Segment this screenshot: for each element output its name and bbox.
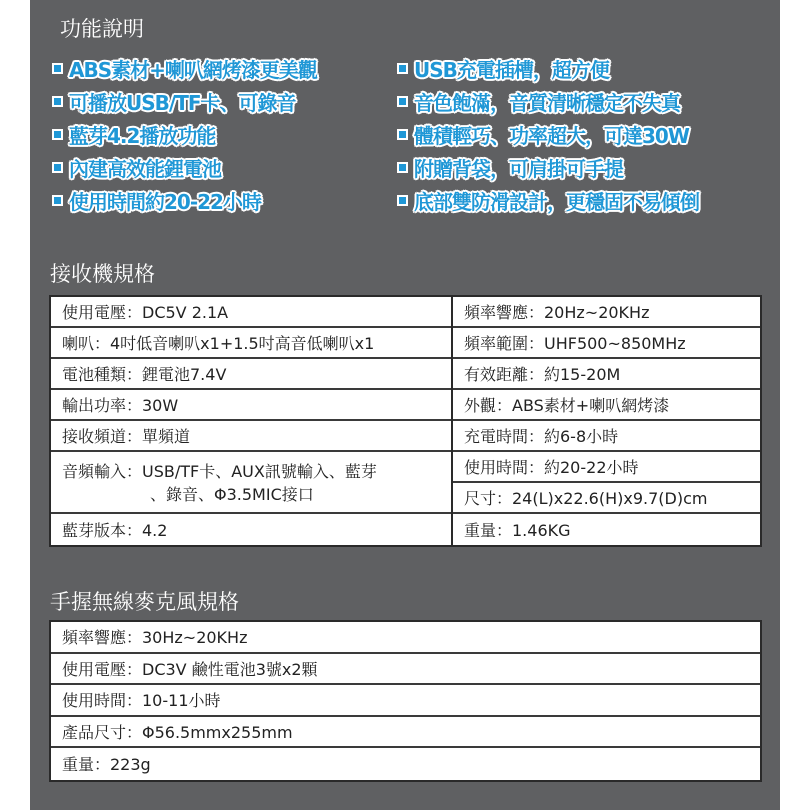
spec-row: 頻率響應：30Hz~20KHz <box>51 622 760 654</box>
spec-row: 使用電壓：DC3V 鹼性電池3號x2顆 <box>51 654 760 686</box>
bullet-icon <box>397 129 408 140</box>
bullet-icon <box>397 195 408 206</box>
features-title: 功能說明 <box>60 17 144 41</box>
feature-text: 可播放USB/TF卡、可錄音 <box>69 91 296 115</box>
spec-row: 使用時間：10-11小時 <box>51 685 760 717</box>
spec-row: 使用時間：約20-22小時 <box>453 452 760 483</box>
spec-row: 電池種類：鋰電池7.4V <box>51 359 451 390</box>
feature-item <box>52 151 317 184</box>
bullet-icon <box>52 96 63 107</box>
feature-text: 藍芽4.2播放功能 <box>69 124 216 148</box>
feature-text: 底部雙防滑設計，更穩固不易傾倒 <box>414 190 699 214</box>
mic-spec-table <box>49 620 762 782</box>
spec-row: 尺寸：24(L)x22.6(H)x9.7(D)cm <box>453 483 760 514</box>
feature-item <box>52 118 317 151</box>
feature-item <box>52 85 317 118</box>
spec-row: 外觀：ABS素材+喇叭網烤漆 <box>453 390 760 421</box>
audio-input-line: 音頻輸入：USB/TF卡、AUX訊號輸入、藍芽 <box>62 462 377 481</box>
feature-text: 使用時間約20-22小時 <box>69 190 261 214</box>
mic-spec-column <box>51 622 760 780</box>
bullet-icon <box>52 63 63 74</box>
features-right-list <box>397 52 699 217</box>
receiver-spec-table <box>49 295 762 547</box>
receiver-spec-left-column <box>51 297 453 545</box>
spec-row: 有效距離：約15-20M <box>453 359 760 390</box>
bullet-icon <box>52 129 63 140</box>
feature-item <box>52 52 317 85</box>
feature-text: 音色飽滿，音質清晰穩定不失真 <box>414 91 680 115</box>
spec-row: 輸出功率：30W <box>51 390 451 421</box>
receiver-spec-right-column <box>453 297 760 545</box>
spec-row: 藍芽版本：4.2 <box>62 521 168 540</box>
feature-item <box>397 118 699 151</box>
feature-item <box>397 151 699 184</box>
spec-row: 重量：1.46KG <box>464 521 571 540</box>
bullet-icon <box>52 162 63 173</box>
spec-row: 頻率範圍：UHF500~850MHz <box>453 328 760 359</box>
spec-row: 使用電壓：DC5V 2.1A <box>51 297 451 328</box>
spec-row: 頻率響應：20Hz~20KHz <box>453 297 760 328</box>
spec-row: 產品尺寸：Φ56.5mmx255mm <box>51 717 760 749</box>
spec-row: 重量：223g <box>62 755 151 775</box>
receiver-spec-title: 接收機規格 <box>50 262 155 286</box>
feature-item <box>397 184 699 217</box>
feature-item <box>397 52 699 85</box>
bullet-icon <box>397 162 408 173</box>
spec-row: 接收頻道：單頻道 <box>51 421 451 452</box>
feature-text: ABS素材+喇叭網烤漆更美觀 <box>69 58 317 82</box>
feature-text: 內建高效能鋰電池 <box>69 157 221 181</box>
features-left-list <box>52 52 317 217</box>
audio-input-line: 、錄音、Φ3.5MIC接口 <box>150 485 314 504</box>
spec-row: 喇叭：4吋低音喇叭x1+1.5吋高音低喇叭x1 <box>51 328 451 359</box>
spec-row-audio-input <box>51 452 451 514</box>
bullet-icon <box>397 96 408 107</box>
feature-item <box>397 85 699 118</box>
feature-text: USB充電插槽，超方便 <box>414 58 609 82</box>
spec-row: 充電時間：約6-8小時 <box>453 421 760 452</box>
bullet-icon <box>52 195 63 206</box>
bullet-icon <box>397 63 408 74</box>
feature-text: 附贈背袋，可肩掛可手提 <box>414 157 623 181</box>
feature-text: 體積輕巧、功率超大，可達30W <box>414 124 689 148</box>
feature-item <box>52 184 317 217</box>
mic-spec-title: 手握無線麥克風規格 <box>50 590 239 614</box>
